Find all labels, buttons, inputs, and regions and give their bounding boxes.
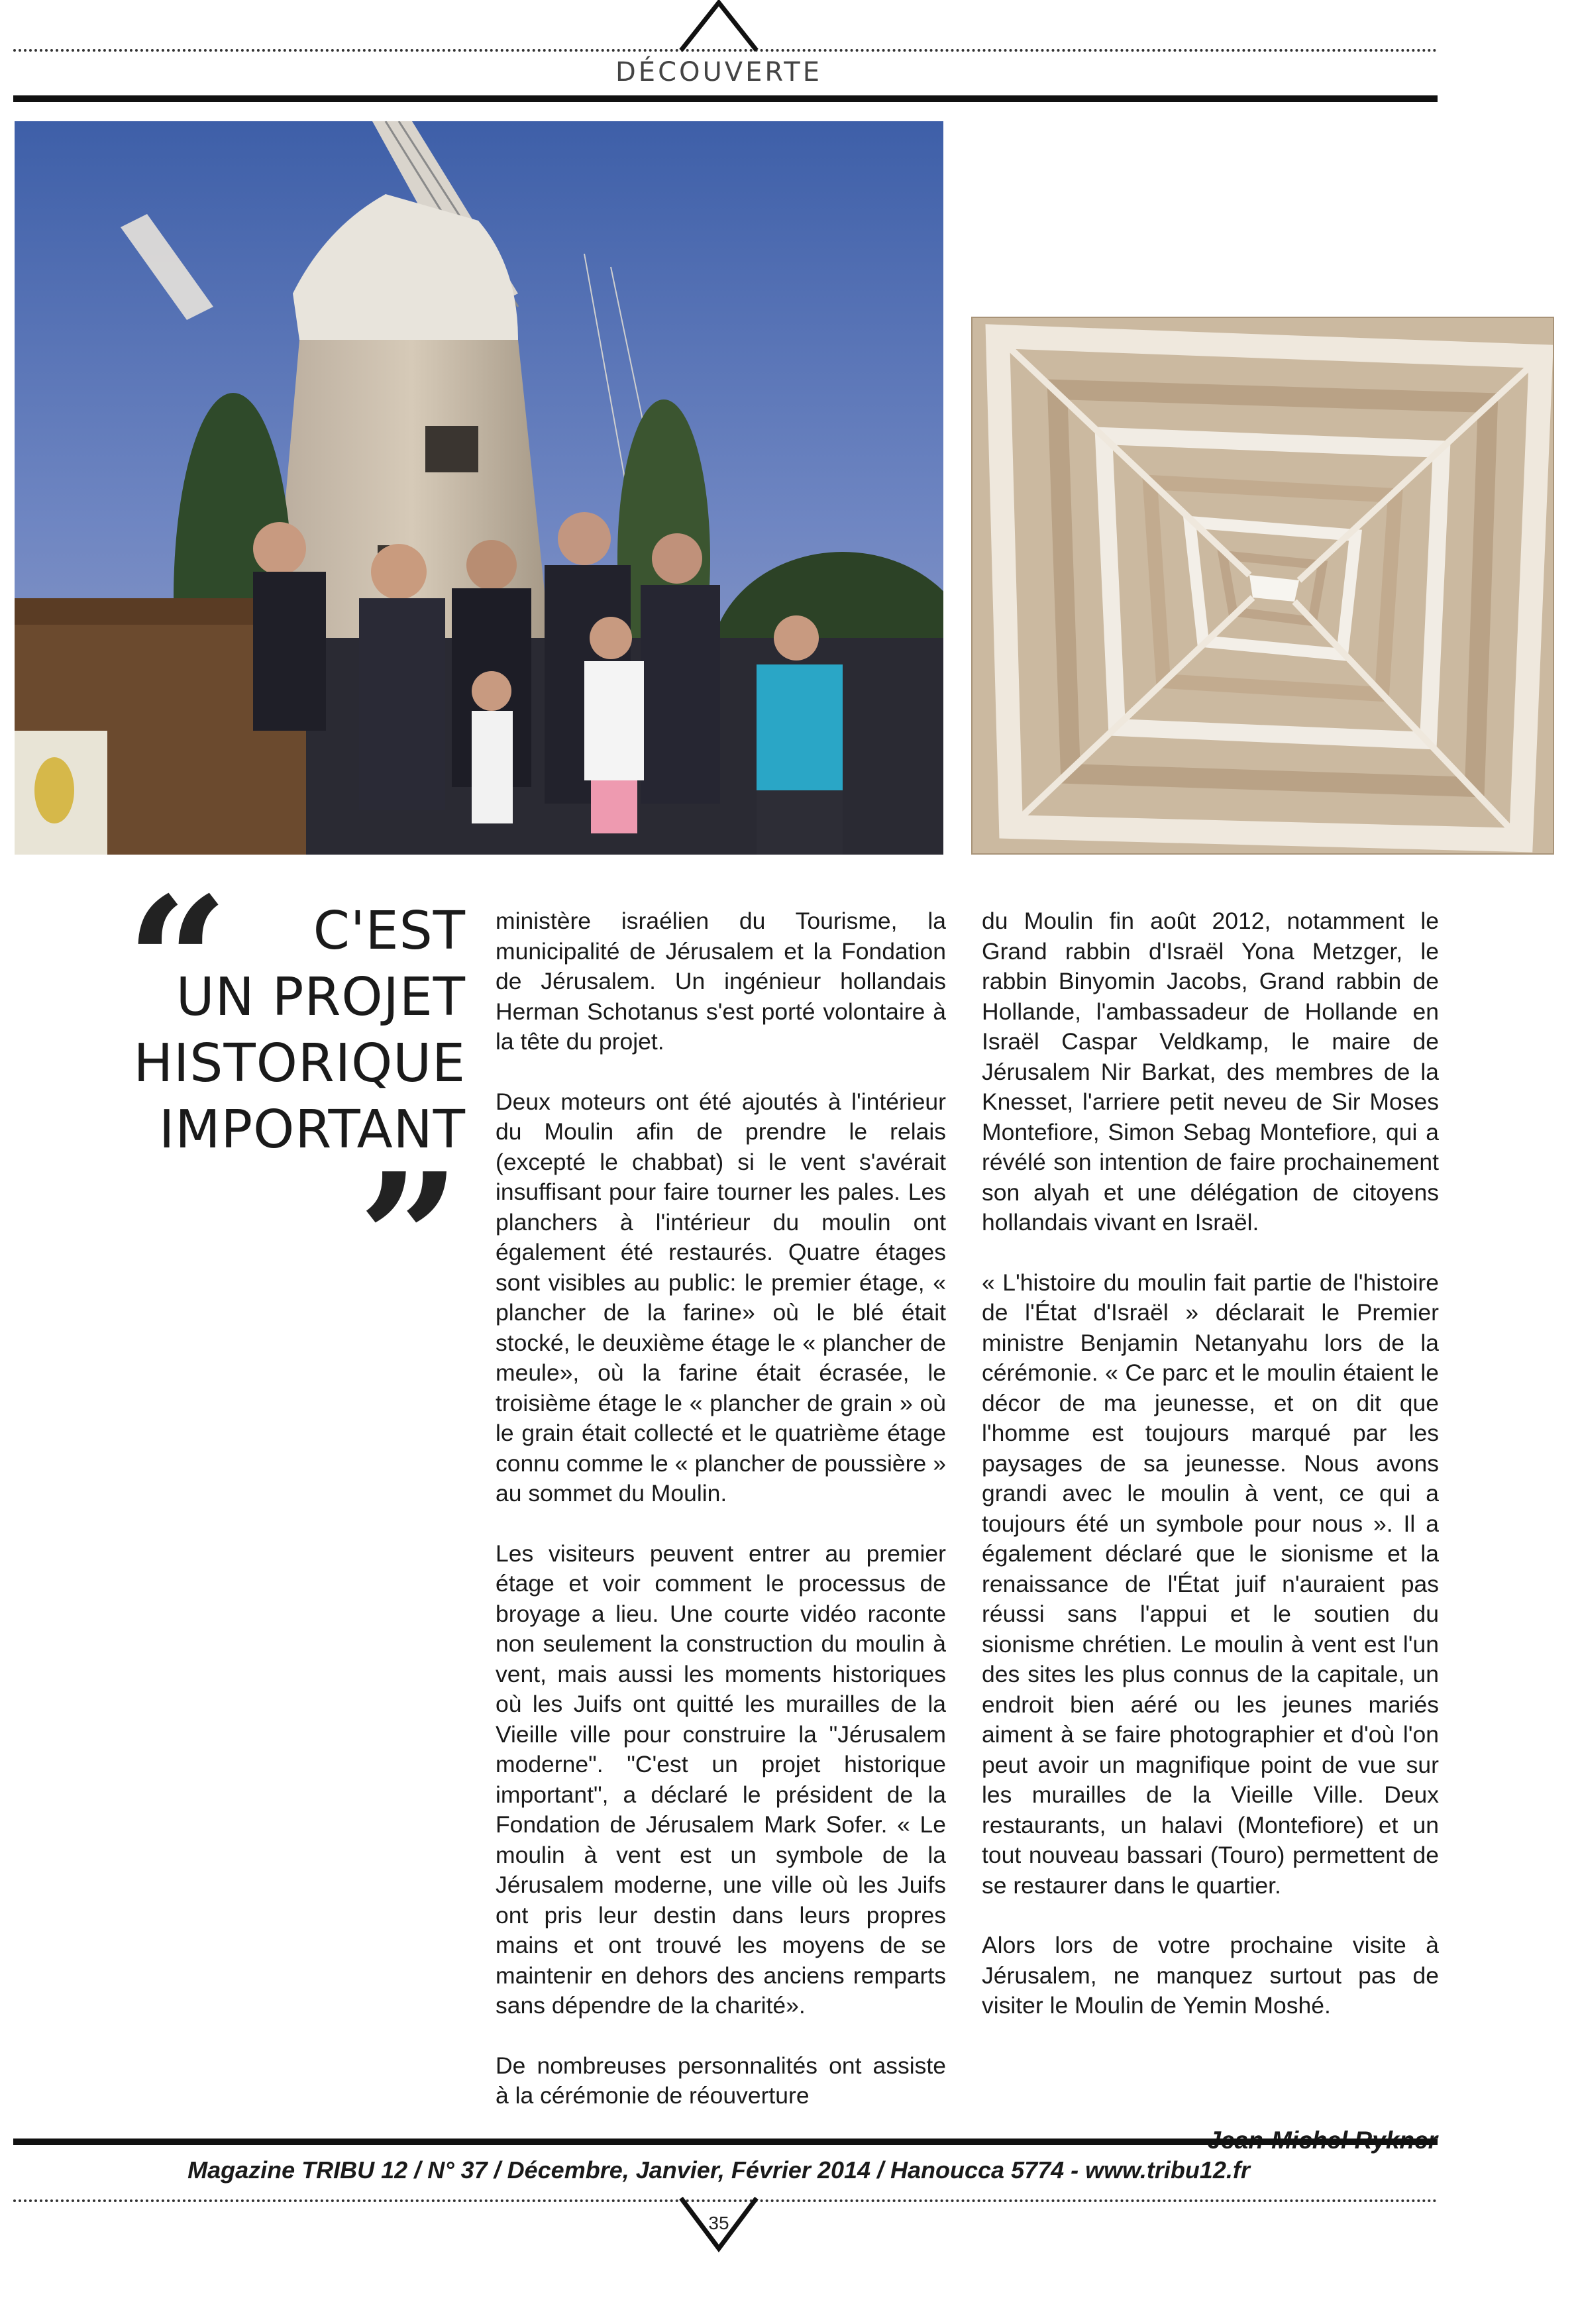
- paragraph: ministère israélien du Tourisme, la municipalité de Jérusalem et la Fondation de Jérusalem. Un ingénieur hollandais Herman Schotanus s'est porté volontaire à la tête du projet.: [496, 908, 946, 1055]
- paragraph: du Moulin fin août 2012, notamment le Grand rabbin d'Israël Yona Metzger, le rabbin Binyomin Jacobs, Grand rabbin de Hollande, l'ambassadeur de Hollande en Israël Caspar Veldkamp, le maire de Jérusalem Nir Barkat, des membres de la Knesset, l'arriere petit neveu de Sir Moses Montefiore, Simon Sebag Montefiore, qui a révélé son intention de faire prochainement son alyah et une délégation de citoyens hollandais vivant en Israël.: [982, 908, 1439, 1236]
- paragraph: Alors lors de votre prochaine visite à Jérusalem, ne manquez surtout pas de visiter le Moulin de Yemin Moshé.: [982, 1932, 1439, 2019]
- pull-quote-line: HISTORIQUE: [133, 1033, 466, 1094]
- footer-rule: [13, 2139, 1438, 2145]
- pull-quote-line: UN PROJET: [176, 967, 466, 1028]
- open-quote-mark: “: [126, 857, 229, 1068]
- page-number: 35: [708, 2213, 729, 2233]
- pull-quote: [125, 898, 466, 1163]
- section-label: DÉCOUVERTE: [615, 57, 822, 87]
- article-column-2: [982, 906, 1439, 2021]
- pull-quote-line: IMPORTANT: [159, 1099, 466, 1160]
- pull-quote-line: C'EST: [313, 900, 466, 961]
- paragraph: Les visiteurs peuvent entrer au premier étage et voir comment le processus de broyage a lieu. Une courte vidéo raconte non seulement la construction du moulin à vent, mais aussi les moments historiques où les Juifs ont quitté les murailles de la Vieille ville pour construire la "Jérusalem moderne". "C'est un projet historique important", a déclaré le président de la Fondation de Jérusalem Mark Sofer. « Le moulin à vent est un symbole de la Jérusalem moderne, une ville où les Juifs ont pris leur destin dans leurs propres mains et ont trouvé les moyens de se maintenir en dehors des anciens remparts sans dépendre de la charité».: [496, 1540, 946, 2019]
- footer-publication-line: Magazine TRIBU 12 / N° 37 / Décembre, Janvier, Février 2014 / Hanoucca 5774 - www.tribu12.fr: [187, 2156, 1250, 2184]
- paragraph: « L'histoire du moulin fait partie de l'histoire de l'État d'Israël » déclarait le Premier ministre Benjamin Netanyahu lors de la cérémonie. « Ce parc et le moulin étaient le décor de ma jeunesse, et on dit que l'homme est toujours marqué par les paysages de sa jeunesse. Nous avons grandi avec le moulin à vent, ce qui a toujours été un symbole pour nous ». Il a également déclaré que le sionisme et la renaissance de l'État juif n'auraient pas réussi sans l'appui et le soutien du sionisme chrétien. Le moulin à vent est l'un des sites les plus connus de la capitale, un endroit bien aéré ou les jeunes mariés aiment à se faire photographier et d'où l'on peut avoir un magnifique point de vue sur les murailles de la Vieille Ville. Deux restaurants, un halavi (Montefiore) et un tout nouveau bassari (Touro) permettent de se restaurer dans le quartier.: [982, 1269, 1439, 1899]
- windmill-interior-stairwell-photo: [971, 317, 1554, 855]
- article-column-1: [496, 906, 946, 2111]
- header-chevron-ornament: [669, 0, 768, 53]
- paragraph: Deux moteurs ont été ajoutés à l'intérieur du Moulin afin de prendre le relais (excepté le chabbat) si le vent s'avérait insuffisant pour faire tourner les pales. Les planchers à l'intérieur du moulin ont également été restaurés. Quatre étages sont visibles au public: le premier étage, « plancher de la farine» où le blé était stocké, le deuxième étage le « plancher de meule», où la farine était écrasée, le troisième étage le « plancher de grain » où le grain était collecté et le quatrième étage connu comme le « plancher de poussière » au sommet du Moulin.: [496, 1088, 946, 1506]
- paragraph: De nombreuses personnalités ont assiste à la cérémonie de réouverture: [496, 2052, 946, 2109]
- close-quote-mark: ”: [358, 1134, 461, 1344]
- windmill-ceremony-photo: [15, 121, 943, 855]
- header-rule: [13, 95, 1438, 102]
